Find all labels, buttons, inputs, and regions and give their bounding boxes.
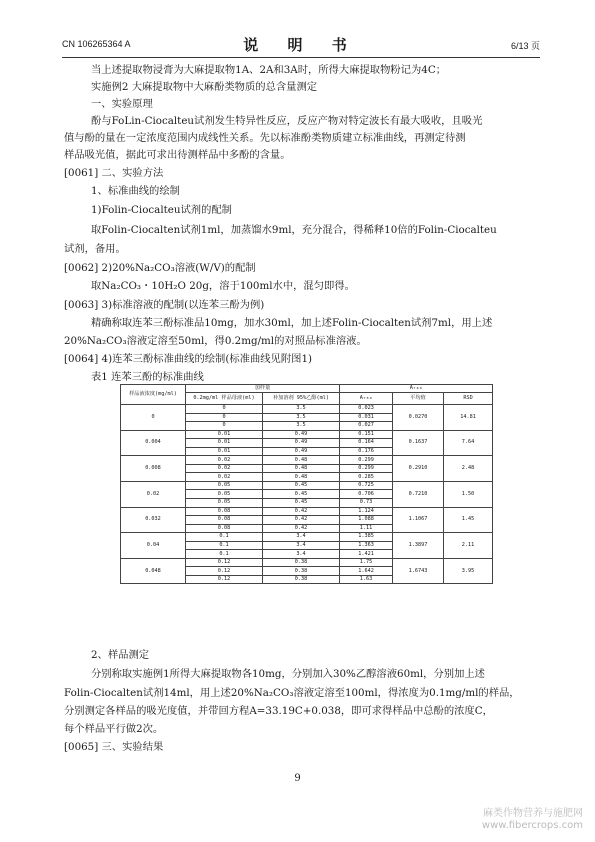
header-stock-solution: 0.2mg/ml 样品母液(ml) [186, 393, 263, 405]
header-sample-volume: 加样量 [186, 385, 340, 393]
cell-ethanol-volume: 0.45 [263, 481, 340, 490]
cell-ethanol-volume: 0.42 [263, 524, 340, 533]
cell-stock-volume: 0.01 [186, 430, 263, 439]
cell-concentration: 0.008 [121, 456, 186, 482]
cell-stock-volume: 0.01 [186, 439, 263, 448]
cell-stock-volume: 0.08 [186, 507, 263, 516]
cell-rsd: 1.45 [444, 507, 493, 533]
cell-mean: 1.3897 [393, 533, 444, 559]
cell-stock-volume: 0.05 [186, 481, 263, 490]
cell-stock-volume: 0.12 [186, 558, 263, 567]
page-number: 9 [294, 773, 301, 784]
cell-absorbance: 1.11 [340, 524, 393, 533]
cell-ethanol-volume: 0.45 [263, 490, 340, 499]
text-line: 20%Na₂CO₃溶液定溶至50ml，得0.2mg/ml的对照品标准溶液。 [64, 335, 367, 347]
text-line: 分别称取实施例1所得大麻提取物各10mg，分别加入30%乙醇溶液60ml，分别加上述 [91, 668, 485, 680]
cell-stock-volume: 0.12 [186, 567, 263, 576]
text-line: 试剂，备用。 [64, 243, 126, 255]
document-title: 说 明 书 [243, 36, 359, 54]
cell-ethanol-volume: 3.4 [263, 533, 340, 542]
cell-concentration: 0.048 [121, 558, 186, 584]
cell-mean: 0.1637 [393, 430, 444, 456]
cell-absorbance: 0.023 [340, 405, 393, 414]
cell-absorbance: 0.725 [340, 481, 393, 490]
table-caption: 表1 连苯三酚的标准曲线 [91, 371, 204, 383]
cell-ethanol-volume: 0.48 [263, 464, 340, 473]
table-body [121, 385, 493, 584]
cell-ethanol-volume: 3.5 [263, 405, 340, 414]
header-concentration: 样品液浓度(mg/ml) [121, 385, 186, 405]
text-line: 1)Folin-Ciocalteu试剂的配制 [91, 204, 232, 216]
cell-ethanol-volume: 0.45 [263, 499, 340, 508]
cell-rsd: 2.48 [444, 456, 493, 482]
cell-ethanol-volume: 0.38 [263, 558, 340, 567]
header-mean: 平均值 [393, 393, 444, 405]
text-line: 样品吸光值，据此可求出待测样品中多酚的含量。 [64, 149, 291, 161]
cell-ethanol-volume: 3.4 [263, 541, 340, 550]
section-heading: 一、实验原理 [91, 98, 153, 110]
cell-absorbance: 1.385 [340, 533, 393, 542]
cell-stock-volume: 0.01 [186, 447, 263, 456]
cell-absorbance: 1.363 [340, 541, 393, 550]
cell-absorbance: 1.63 [340, 575, 393, 584]
cell-rsd: 2.11 [444, 533, 493, 559]
text-line: Folin-Ciocalten试剂14ml，用上述20%Na₂CO₃溶液定溶至100ml，得浓度为0.1mg/ml的样品， [64, 687, 520, 699]
section-heading: 2、样品测定 [91, 649, 150, 661]
cell-absorbance: 0.151 [340, 430, 393, 439]
cell-absorbance: 1.642 [340, 567, 393, 576]
cell-stock-volume: 0.08 [186, 524, 263, 533]
cell-absorbance: 0.73 [340, 499, 393, 508]
paragraph-0064: [0064] 4)连苯三酚标准曲线的绘制(标准曲线见附图1) [64, 353, 313, 365]
data-table [120, 384, 493, 584]
cell-ethanol-volume: 0.49 [263, 447, 340, 456]
cell-ethanol-volume: 0.48 [263, 473, 340, 482]
cell-stock-volume: 0.05 [186, 490, 263, 499]
cell-stock-volume: 0 [186, 422, 263, 431]
cell-absorbance: 1.421 [340, 550, 393, 559]
text-line: 取Folin-Ciocalten试剂1ml，加蒸馏水9ml，充分混合，得稀释10倍的Folin-Ciocalteu [91, 224, 497, 236]
header-rsd: RSD [444, 393, 493, 405]
cell-concentration: 0.04 [121, 533, 186, 559]
cell-absorbance: 0.176 [340, 447, 393, 456]
cell-absorbance: 0.285 [340, 473, 393, 482]
cell-ethanol-volume: 0.38 [263, 567, 340, 576]
text-line: 分别测定各样品的吸光度值，并带回方程A=33.19C+0.038，即可求得样品中总酚的浓度C， [64, 705, 493, 717]
cell-concentration: 0.032 [121, 507, 186, 533]
cell-stock-volume: 0.05 [186, 499, 263, 508]
table-row [121, 507, 493, 516]
cell-stock-volume: 0.02 [186, 464, 263, 473]
cell-absorbance: 0.031 [340, 413, 393, 422]
cell-stock-volume: 0 [186, 405, 263, 414]
cell-rsd: 14.81 [444, 405, 493, 431]
cell-ethanol-volume: 0.48 [263, 456, 340, 465]
table-row [121, 405, 493, 414]
cell-ethanol-volume: 0.42 [263, 516, 340, 525]
cell-absorbance: 0.706 [340, 490, 393, 499]
cell-concentration: 0.02 [121, 481, 186, 507]
text-line: 当上述提取物浸膏为大麻提取物1A、2A和3A时，所得大麻提取物粉记为4C； [91, 64, 446, 76]
watermark-line: www.fibercrops.com [481, 820, 583, 831]
cell-stock-volume: 0.02 [186, 473, 263, 482]
cell-mean: 0.2910 [393, 456, 444, 482]
cell-concentration: 0.004 [121, 430, 186, 456]
paragraph-0062: [0062] 2)20%Na₂CO₃溶液(W/V)的配制 [64, 262, 256, 274]
header-absorbance-group: A₇₈₀ [340, 385, 493, 393]
table-row [121, 558, 493, 567]
cell-rsd: 3.95 [444, 558, 493, 584]
table-row [121, 430, 493, 439]
watermark-line: 麻类作物营养与施肥网 [483, 808, 583, 819]
text-line: 酚与FoLin-Ciocalteu试剂发生特异性反应，反应产物对特定波长有最大吸收，且吸光 [91, 115, 483, 127]
cell-stock-volume: 0.1 [186, 541, 263, 550]
cell-mean: 1.1067 [393, 507, 444, 533]
cell-absorbance: 0.299 [340, 464, 393, 473]
paragraph-0063: [0063] 3)标准溶液的配制(以连苯三酚为例) [64, 299, 265, 311]
cell-absorbance: 0.299 [340, 456, 393, 465]
text-line: 每个样品平行做2次。 [64, 723, 164, 735]
header-ethanol: 补加溶剂 95%乙醇(ml) [263, 393, 340, 405]
cell-absorbance: 1.088 [340, 516, 393, 525]
cell-stock-volume: 0.02 [186, 456, 263, 465]
cell-ethanol-volume: 3.5 [263, 413, 340, 422]
text-line: 取Na₂CO₃・10H₂O 20g，溶于100ml水中，混匀即得。 [91, 280, 355, 292]
cell-mean: 0.0270 [393, 405, 444, 431]
cell-mean: 0.7210 [393, 481, 444, 507]
watermark [482, 808, 583, 832]
cell-stock-volume: 0.1 [186, 550, 263, 559]
page-indicator: 6/13 页 [510, 41, 540, 51]
cell-absorbance: 0.164 [340, 439, 393, 448]
table-row [121, 456, 493, 465]
text-line: 1、标准曲线的绘制 [91, 185, 180, 197]
cell-stock-volume: 0.1 [186, 533, 263, 542]
cell-ethanol-volume: 0.42 [263, 507, 340, 516]
cell-absorbance: 0.027 [340, 422, 393, 431]
paragraph-0065: [0065] 三、实验结果 [64, 741, 164, 753]
cell-ethanol-volume: 0.38 [263, 575, 340, 584]
cell-mean: 1.6743 [393, 558, 444, 584]
cell-ethanol-volume: 0.49 [263, 430, 340, 439]
cell-stock-volume: 0.12 [186, 575, 263, 584]
cell-stock-volume: 0 [186, 413, 263, 422]
patent-number: CN 106265364 A [62, 39, 131, 49]
section-heading: 实施例2 大麻提取物中大麻酚类物质的总含量测定 [91, 81, 318, 93]
header-absorbance: A₇₈₀ [340, 393, 393, 405]
paragraph-0061: [0061] 二、实验方法 [64, 167, 164, 179]
text-line: 精确称取连苯三酚标准品10mg，加水30ml，加上述Folin-Ciocalten试剂7ml，用上述 [91, 317, 493, 329]
page-header [62, 34, 540, 54]
cell-rsd: 1.50 [444, 481, 493, 507]
cell-stock-volume: 0.08 [186, 516, 263, 525]
table-row [121, 533, 493, 542]
table-row [121, 481, 493, 490]
cell-concentration: 0 [121, 405, 186, 431]
cell-rsd: 7.64 [444, 430, 493, 456]
header-rule [62, 57, 540, 58]
cell-absorbance: 1.124 [340, 507, 393, 516]
cell-ethanol-volume: 3.4 [263, 550, 340, 559]
text-line: 值与酚的量在一定浓度范围内成线性关系。先以标准酚类物质建立标准曲线，再测定待测 [64, 132, 466, 144]
cell-ethanol-volume: 3.5 [263, 422, 340, 431]
cell-absorbance: 1.75 [340, 558, 393, 567]
cell-ethanol-volume: 0.49 [263, 439, 340, 448]
